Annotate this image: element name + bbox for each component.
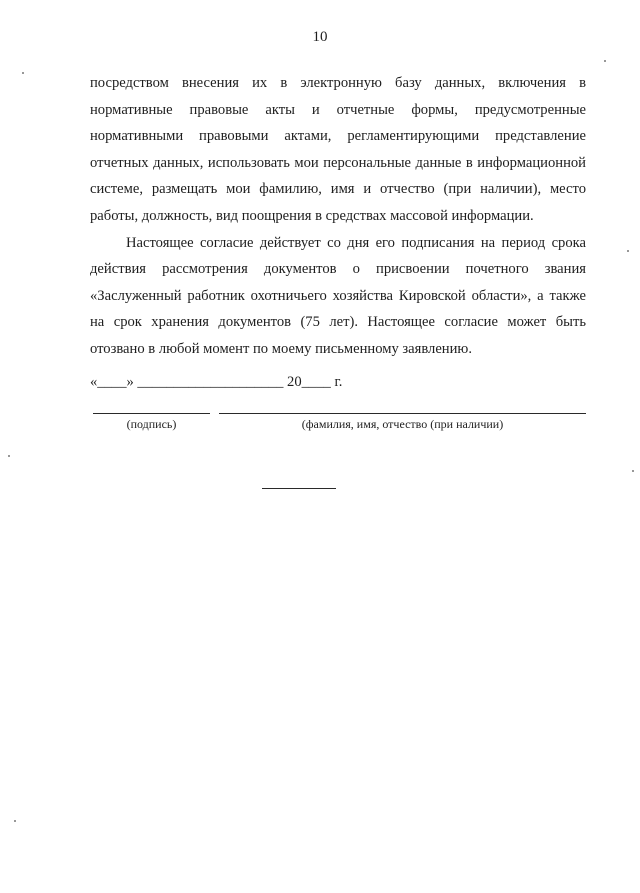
scan-speck — [14, 820, 16, 822]
full-name-caption: (фамилия, имя, отчество (при наличии) — [301, 417, 504, 431]
scan-speck — [632, 470, 634, 472]
page-number: 10 — [312, 29, 328, 45]
full-name-underline — [219, 413, 586, 414]
scan-speck — [604, 60, 606, 62]
signature-underline — [93, 413, 210, 414]
scan-speck — [22, 72, 24, 74]
scan-speck — [627, 250, 629, 252]
end-of-document-rule — [262, 488, 336, 489]
date-line: «____» ____________________ 20____ г. — [90, 374, 343, 390]
consent-body — [90, 70, 586, 363]
signature-caption: (подпись) — [126, 417, 177, 431]
paragraph-data-usage: посредством внесения их в электронную базу данных, включения в нормативные правовые акты и отчетные формы, предусмотренные нормативными правовыми актами, регламентирующими представление отчетных данных, использовать мои персональные данные в информационной системе, размещать мои фамилию, имя и отчество (при наличии), место работы, должность, вид поощрения в средствах массовой информации. — [90, 75, 586, 224]
paragraph-consent-validity: Настоящее согласие действует со дня его подписания на период срока действия рассмотрения документов о присвоении почетного звания «Заслуженный работник охотничьего хозяйства Кировской области», а также на срок хранения документов (75 лет). Настоящее согласие может быть отозвано в любой момент по моему письменному заявлению. — [90, 234, 586, 357]
scan-speck — [8, 455, 10, 457]
